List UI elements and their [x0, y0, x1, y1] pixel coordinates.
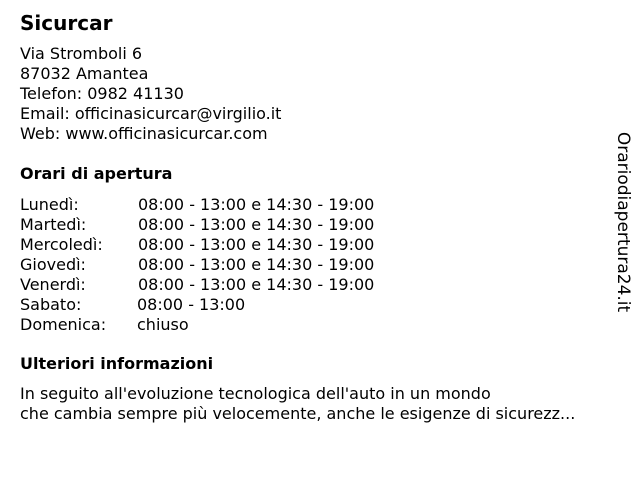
description-line: In seguito all'evoluzione tecnologica dell'auto in un mondo: [20, 384, 491, 403]
day-label: Martedì:: [20, 215, 87, 234]
day-label: Mercoledì:: [20, 235, 103, 254]
time-value: 08:00 - 13:00 e 14:30 - 19:00: [138, 255, 375, 274]
time-value: chiuso: [137, 315, 189, 334]
time-value: 08:00 - 13:00 e 14:30 - 19:00: [138, 235, 375, 254]
address-line: Via Stromboli 6: [20, 44, 143, 63]
time-value: 08:00 - 13:00: [137, 295, 246, 314]
city-line: 87032 Amantea: [20, 64, 149, 83]
day-label: Sabato:: [20, 295, 82, 314]
site-watermark: Orariodiapertura24.it: [613, 131, 633, 313]
time-value: 08:00 - 13:00 e 14:30 - 19:00: [138, 275, 375, 294]
time-value: 08:00 - 13:00 e 14:30 - 19:00: [138, 195, 375, 214]
day-label: Giovedì:: [20, 255, 86, 274]
contact-block: [20, 44, 281, 144]
phone-line: Telefon: 0982 41130: [20, 84, 184, 103]
email-line: Email: officinasicurcar@virgilio.it: [20, 104, 282, 123]
more-info-heading: Ulteriori informazioni: [20, 354, 214, 373]
web-line: Web: www.officinasicurcar.com: [20, 124, 268, 143]
day-label: Lunedì:: [20, 195, 79, 214]
time-value: 08:00 - 13:00 e 14:30 - 19:00: [138, 215, 375, 234]
opening-hours-heading: Orari di apertura: [20, 164, 173, 183]
day-label: Domenica:: [20, 315, 107, 334]
business-name: Sicurcar: [20, 11, 113, 35]
description-line: che cambia sempre più velocemente, anche le esigenze di sicurezz...: [20, 404, 576, 423]
day-label: Venerdì:: [20, 275, 86, 294]
description-text: [20, 384, 575, 424]
